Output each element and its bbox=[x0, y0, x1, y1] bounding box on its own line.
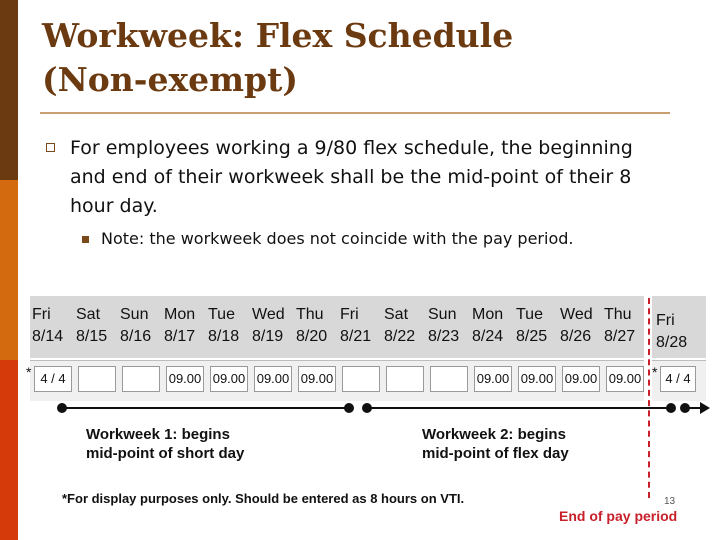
day-date: 8/27 bbox=[604, 328, 636, 345]
decor-stripe-bottom bbox=[0, 360, 18, 540]
day-date: 8/17 bbox=[164, 328, 196, 345]
day-header bbox=[120, 304, 166, 348]
slide-title bbox=[42, 14, 682, 102]
day-header bbox=[252, 304, 298, 348]
day-of-week: Mon bbox=[472, 306, 504, 323]
hours-input[interactable]: 09.00 bbox=[254, 366, 292, 392]
day-of-week: Fri bbox=[340, 306, 359, 323]
pay-period-divider bbox=[648, 298, 650, 498]
day-header bbox=[472, 304, 518, 348]
workweek1-caption bbox=[86, 425, 244, 463]
day-of-week: Sat bbox=[76, 306, 101, 323]
day-date: 8/19 bbox=[252, 328, 284, 345]
day-header bbox=[604, 304, 650, 348]
day-header bbox=[384, 304, 430, 348]
title-divider bbox=[40, 112, 670, 114]
day-date: 8/14 bbox=[32, 328, 64, 345]
day-header bbox=[656, 310, 702, 354]
day-header bbox=[340, 304, 386, 348]
slide-title-line1: Workweek: Flex Schedule bbox=[42, 16, 514, 55]
day-header bbox=[428, 304, 474, 348]
day-header bbox=[208, 304, 254, 348]
workweek1-end-dot bbox=[344, 403, 354, 413]
workweek1-caption-line1: Workweek 1: begins bbox=[86, 426, 230, 443]
day-header bbox=[32, 304, 78, 348]
day-header bbox=[76, 304, 122, 348]
day-of-week: Sun bbox=[120, 306, 149, 323]
day-date: 8/24 bbox=[472, 328, 504, 345]
day-date: 8/25 bbox=[516, 328, 548, 345]
hours-input[interactable]: 09.00 bbox=[166, 366, 204, 392]
day-date: 8/26 bbox=[560, 328, 592, 345]
day-of-week: Mon bbox=[164, 306, 196, 323]
day-of-week: Thu bbox=[604, 306, 632, 323]
day-date: 8/28 bbox=[656, 334, 688, 351]
page-number: 13 bbox=[664, 496, 676, 507]
hours-input[interactable]: 4 / 4 bbox=[660, 366, 696, 392]
day-date: 8/22 bbox=[384, 328, 416, 345]
workweek2-timeline bbox=[366, 407, 670, 409]
timeline-arrow-icon bbox=[700, 402, 710, 414]
day-header bbox=[516, 304, 562, 348]
bullet-sub-text: Note: the workweek does not coincide with the pay period. bbox=[101, 229, 574, 248]
day-of-week: Tue bbox=[516, 306, 543, 323]
hours-input[interactable]: 09.00 bbox=[518, 366, 556, 392]
workweek2-caption bbox=[422, 425, 569, 463]
day-header bbox=[560, 304, 606, 348]
day-date: 8/16 bbox=[120, 328, 152, 345]
day-of-week: Thu bbox=[296, 306, 324, 323]
workweek2-caption-line2: mid-point of flex day bbox=[422, 445, 569, 462]
hours-input[interactable]: 09.00 bbox=[474, 366, 512, 392]
hours-input[interactable] bbox=[122, 366, 160, 392]
decor-stripe-middle bbox=[0, 180, 18, 360]
day-header bbox=[296, 304, 342, 348]
workweek2-start-dot bbox=[362, 403, 372, 413]
workweek3-start-dot bbox=[680, 403, 690, 413]
hours-input[interactable]: 4 / 4 bbox=[34, 366, 72, 392]
hours-input[interactable]: 09.00 bbox=[562, 366, 600, 392]
hours-input[interactable] bbox=[386, 366, 424, 392]
day-date: 8/18 bbox=[208, 328, 240, 345]
day-header bbox=[164, 304, 210, 348]
day-of-week: Sat bbox=[384, 306, 409, 323]
hours-input[interactable]: 09.00 bbox=[298, 366, 336, 392]
day-date: 8/21 bbox=[340, 328, 372, 345]
day-of-week: Tue bbox=[208, 306, 235, 323]
workweek1-timeline bbox=[62, 407, 348, 409]
decor-stripe-top bbox=[0, 0, 18, 180]
hours-input[interactable]: 09.00 bbox=[606, 366, 644, 392]
filled-square-bullet-icon bbox=[82, 236, 89, 243]
day-of-week: Sun bbox=[428, 306, 457, 323]
bullet-main-text: For employees working a 9/80 flex schedule, the beginning and end of their workweek shall be the mid-point of their 8 hour day. bbox=[70, 137, 633, 217]
footnote-asterisk: * bbox=[26, 364, 32, 380]
hours-input[interactable] bbox=[342, 366, 380, 392]
hours-input[interactable] bbox=[430, 366, 468, 392]
hollow-square-bullet-icon bbox=[46, 143, 55, 152]
day-of-week: Fri bbox=[656, 312, 675, 329]
workweek2-end-dot bbox=[666, 403, 676, 413]
day-date: 8/23 bbox=[428, 328, 460, 345]
day-of-week: Wed bbox=[560, 306, 593, 323]
hours-input[interactable]: 09.00 bbox=[210, 366, 248, 392]
day-date: 8/15 bbox=[76, 328, 108, 345]
footnote-asterisk: * bbox=[652, 364, 658, 380]
day-date: 8/20 bbox=[296, 328, 328, 345]
workweek1-start-dot bbox=[57, 403, 67, 413]
workweek2-caption-line1: Workweek 2: begins bbox=[422, 426, 566, 443]
day-of-week: Fri bbox=[32, 306, 51, 323]
end-of-pay-period-label: End of pay period bbox=[559, 508, 678, 524]
footnote: *For display purposes only. Should be entered as 8 hours on VTI. bbox=[62, 491, 465, 506]
day-of-week: Wed bbox=[252, 306, 285, 323]
workweek1-caption-line2: mid-point of short day bbox=[86, 445, 245, 462]
slide-title-line2: (Non-exempt) bbox=[42, 60, 298, 99]
hours-input[interactable] bbox=[78, 366, 116, 392]
